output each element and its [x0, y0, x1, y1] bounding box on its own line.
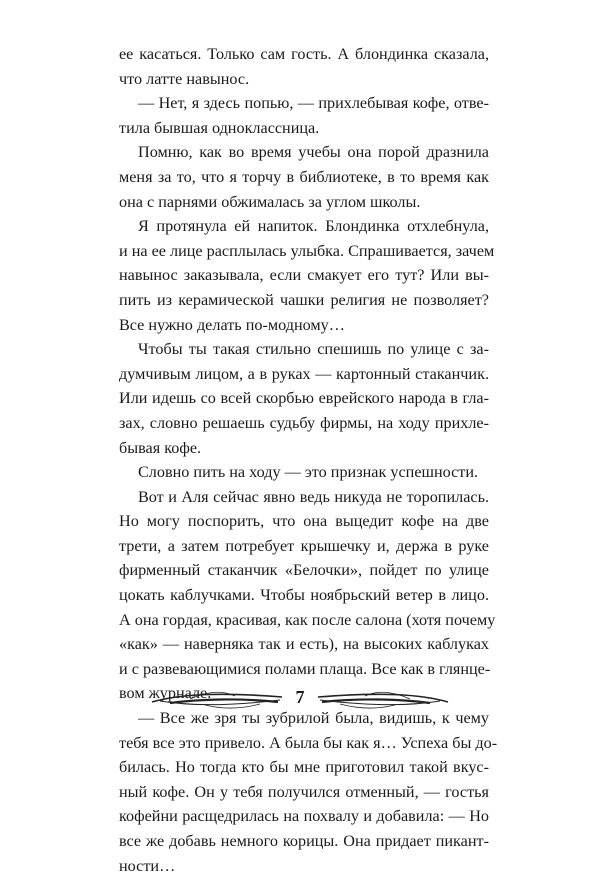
text-line: билась. Но тогда кто бы мне приготовил такой вкус-	[119, 758, 489, 777]
text-line: думчивым лицом, а в руках — картонный стаканчик.	[119, 364, 489, 383]
text-line: — Нет, я здесь попью, — прихлебывая кофе, отве-	[138, 94, 489, 113]
text-line: Помню, как во время учебы она порой дразнила	[138, 143, 489, 162]
text-line: Но могу поспорить, что она выцедит кофе на две	[119, 512, 489, 531]
text-line: и с развевающимися полами плаща. Все как в глянце-	[119, 659, 491, 678]
text-line: пить из керамической чашки религия не позволяет?	[119, 290, 489, 309]
text-line: «как» — наверняка так и есть), на высоких каблуках	[119, 635, 489, 654]
text-line: ности…	[119, 856, 176, 875]
page-number: 7	[295, 687, 305, 707]
page-footer	[150, 684, 450, 714]
text-line: навынос заказывала, если смакует его тут? Или вы-	[119, 266, 489, 285]
text-line: Словно пить на ходу — это признак успешности.	[138, 463, 479, 482]
text-line: все же добавь немного корицы. Она придает пикант-	[119, 832, 489, 850]
text-line: тебя все это привело. А была бы как я… Успеха бы до-	[119, 733, 498, 752]
text-line: меня за то, что я торчу в библиотеке, в то время как	[119, 167, 489, 186]
text-line: — Все же зря ты зубрилой была, видишь, к чему	[138, 709, 489, 728]
body-text	[119, 42, 498, 878]
text-line: кофейни расщедрилась на похвалу и добавила: — Но	[119, 807, 489, 826]
text-line: ный кофе. Он у тебя получился отменный, — гостья	[119, 782, 489, 801]
text-line: Все нужно делать по-модному…	[119, 315, 345, 334]
text-line: она с парнями обжималась за углом школы.	[119, 192, 421, 211]
text-line: и на ее лице расплылась улыбка. Спрашивается, зачем	[119, 241, 495, 260]
text-line: фирменный стаканчик «Белочки», пойдет по улице	[119, 561, 489, 580]
text-line: бывая кофе.	[119, 438, 202, 457]
text-line: Или идешь со всей скорбью еврейского народа в гла-	[119, 389, 489, 408]
text-line: ее касаться. Только сам гость. А блондинка сказала,	[119, 45, 489, 63]
text-line: А она гордая, красивая, как после салона (хотя почему	[119, 610, 496, 629]
text-line: трети, а затем потребует крышечку и, держа в руке	[119, 536, 489, 555]
text-line: Чтобы ты такая стильно спешишь по улице с за-	[138, 340, 489, 359]
text-line: Вот и Аля сейчас явно ведь никуда не торопилась.	[138, 487, 489, 506]
text-line: что латте навынос.	[119, 69, 250, 88]
text-line: Я протянула ей напиток. Блондинка отхлебнула,	[138, 217, 489, 236]
text-line: тила бывшая одноклассница.	[119, 118, 320, 137]
right-flourish-ornament	[315, 684, 450, 714]
text-line: зах, словно решаешь судьбу фирмы, на ходу прихле-	[119, 413, 489, 432]
text-line: вом журнале.	[119, 684, 212, 703]
text-line: цокать каблучками. Чтобы ноябрьский ветер в лицо.	[119, 586, 489, 605]
